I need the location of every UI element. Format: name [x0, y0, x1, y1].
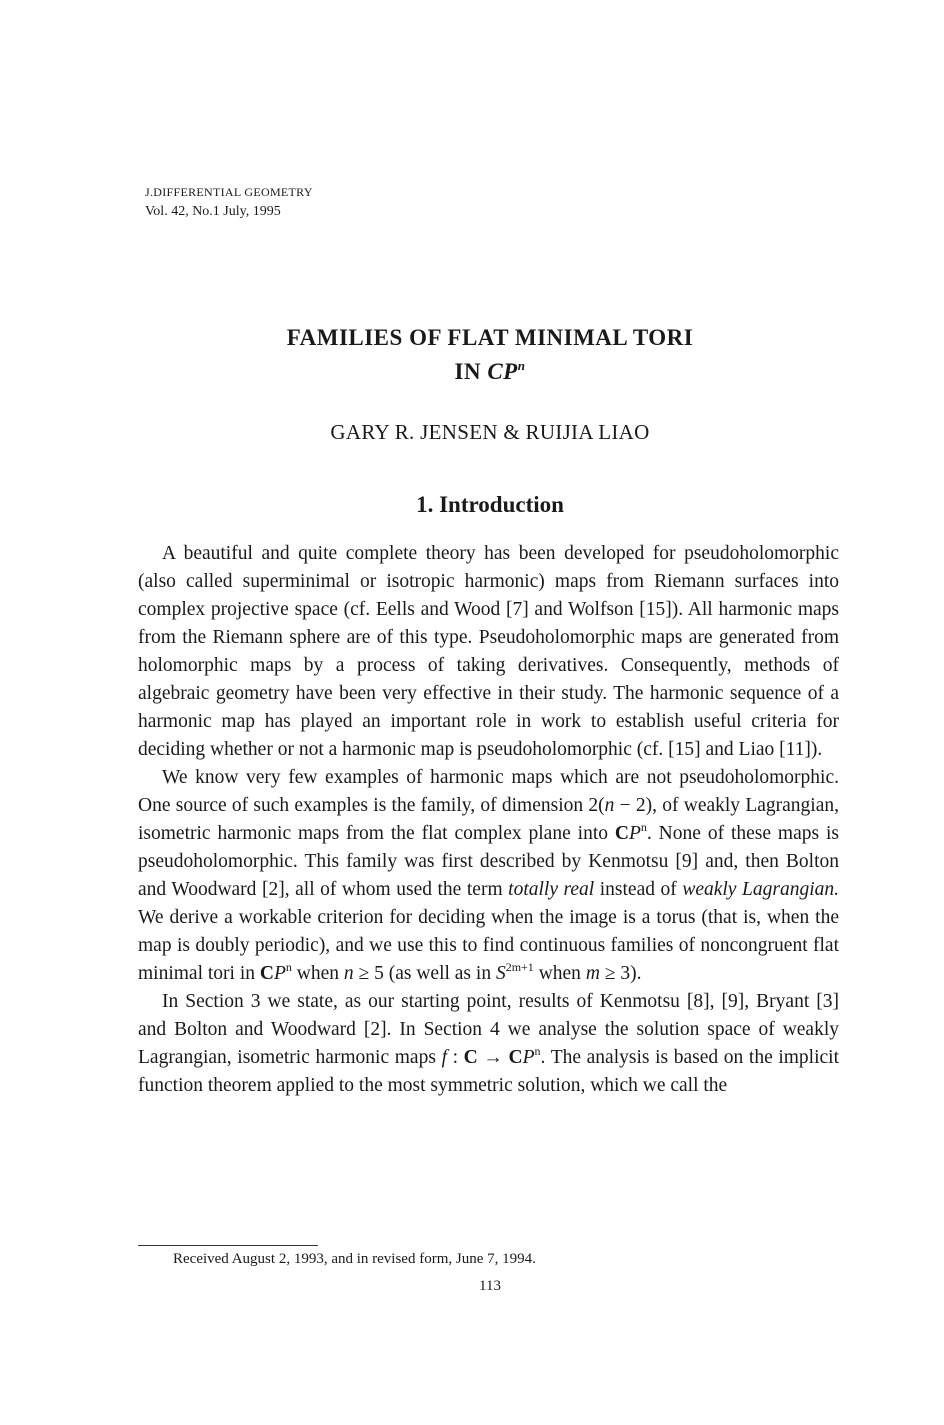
paper-title	[0, 324, 944, 386]
footnote: Received August 2, 1993, and in revised form, June 7, 1994.	[173, 1251, 536, 1267]
authors: GARY R. JENSEN & RUIJIA LIAO	[330, 420, 650, 444]
paragraph-2: We know very few examples of harmonic maps which are not pseudoholomorphic. One source of such examples is the family, of dimension 2(n − 2), of weakly Lagrangian, isometric harmonic maps from the flat complex plane into $CP^n$. None of these maps is pseudoholomorphic. This family was first described by Kenmotsu [9] and, then Bolton and Woodward [2], all of whom used the term totally real instead of weakly Lagrangian. We derive a workable criterion for deciding when the image is a torus (that is, when the map is doubly periodic), and we use this to find continuous families of noncongruent flat minimal tori in $CP^n$ when n ≥ 5 (as well as in $S^{2m+1}$ when m ≥ 3).	[138, 767, 839, 984]
page-number: 113	[479, 1278, 501, 1294]
body-text	[138, 540, 839, 1100]
footnote-rule	[138, 1245, 318, 1246]
journal-name: J.DIFFERENTIAL GEOMETRY	[145, 185, 313, 199]
title-line-1: FAMILIES OF FLAT MINIMAL TORI	[286, 325, 694, 350]
title-cp: CP	[487, 359, 518, 384]
journal-header	[145, 182, 313, 222]
section-heading: 1. Introduction	[416, 492, 564, 517]
journal-volume: Vol. 42, No.1 July, 1995	[145, 204, 281, 219]
title-sup: n	[517, 358, 526, 373]
paragraph-1: A beautiful and quite complete theory has been developed for pseudoholomorphic (also called superminimal or isotropic harmonic) maps from Riemann surfaces into complex projective space (cf. Eells and Wood [7] and Wolfson [15]). All harmonic maps from the Riemann sphere are of this type. Pseudoholomorphic maps are generated from holomorphic maps by a process of taking derivatives. Consequently, methods of algebraic geometry have been very effective in their study. The harmonic sequence of a harmonic map has played an important role in work to establish useful criteria for deciding whether or not a harmonic map is pseudoholomorphic (cf. [15] and Liao [11]).	[138, 543, 839, 760]
title-line-2: IN $CP^n$	[454, 358, 526, 384]
paragraph-3: In Section 3 we state, as our starting point, results of Kenmotsu [8], [9], Bryant [3] and Bolton and Woodward [2]. In Section 4 we analyse the solution space of weakly Lagrangian, isometric harmonic maps f : $C \to CP^n$. The analysis is based on the implicit function theorem applied to the most symmetric solution, which we call the	[138, 991, 840, 1096]
